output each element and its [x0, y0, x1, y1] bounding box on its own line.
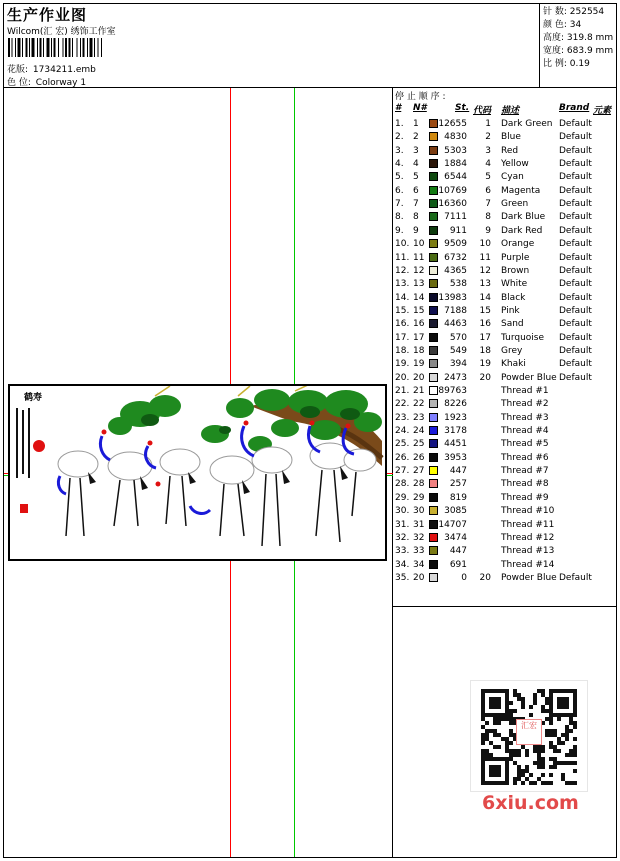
row-description: Thread #3: [501, 412, 549, 423]
color-swatch: [429, 546, 438, 555]
col-header-element: 元素: [593, 106, 612, 116]
row-description: Green: [501, 199, 529, 210]
row-index: 23.: [395, 412, 410, 423]
design-preview-area: [4, 88, 393, 857]
row-index: 2.: [395, 132, 404, 143]
row-index: 7.: [395, 199, 404, 210]
row-number: 12: [413, 265, 425, 276]
row-description: Dark Blue: [501, 212, 546, 223]
table-row: [393, 292, 616, 305]
color-swatch: [429, 399, 438, 408]
row-code: 15: [479, 305, 491, 316]
row-brand: Default: [559, 185, 592, 196]
row-description: Red: [501, 145, 519, 156]
row-number: 19: [413, 359, 425, 370]
table-row: [393, 452, 616, 465]
row-description: Thread #1: [501, 386, 549, 396]
row-code: 12: [479, 265, 491, 276]
row-index: 21.: [395, 386, 410, 396]
row-description: Orange: [501, 239, 535, 250]
row-description: Dark Green: [501, 119, 553, 129]
row-stitches: 4830: [444, 132, 467, 143]
row-stitches: 3085: [444, 506, 467, 517]
table-row: [393, 438, 616, 451]
row-code: 10: [479, 239, 491, 250]
row-brand: Default: [559, 119, 592, 129]
row-number: 9: [413, 225, 419, 236]
row-description: Thread #9: [501, 492, 549, 503]
row-brand: Default: [559, 199, 592, 210]
row-brand: Default: [559, 159, 592, 170]
row-brand: Default: [559, 359, 592, 370]
row-stitches: 1923: [444, 412, 467, 423]
row-index: 33.: [395, 546, 410, 557]
row-brand: Default: [559, 572, 592, 583]
row-stitches: 538: [449, 279, 467, 290]
color-swatch: [429, 333, 438, 342]
row-number: 5: [413, 172, 419, 183]
row-index: 11.: [395, 252, 410, 263]
table-row: [393, 171, 616, 184]
row-description: Brown: [501, 265, 530, 276]
color-swatch: [429, 479, 438, 488]
row-number: 15: [413, 305, 425, 316]
table-row: [393, 572, 616, 585]
table-row: [393, 372, 616, 385]
row-number: 25: [413, 439, 425, 450]
color-swatch: [429, 293, 438, 302]
row-brand: Default: [559, 252, 592, 263]
row-stitches: 691: [449, 559, 467, 570]
row-stitches: 570: [449, 332, 467, 343]
table-row: [393, 332, 616, 345]
row-stitches: 89763: [438, 386, 467, 396]
company-name: Wilcom(汇 宏) 绣饰工作室: [7, 27, 116, 37]
row-code: 4: [485, 159, 491, 170]
row-index: 31.: [395, 519, 410, 530]
row-stitches: 5303: [444, 145, 467, 156]
row-stitches: 549: [449, 345, 467, 356]
color-swatch: [429, 520, 438, 529]
row-code: 13: [479, 279, 491, 290]
row-number: 20: [413, 572, 425, 583]
row-description: Thread #14: [501, 559, 555, 570]
table-row: [393, 318, 616, 331]
row-index: 16.: [395, 319, 410, 330]
color-swatch: [429, 146, 438, 155]
row-number: 32: [413, 532, 425, 543]
row-brand: Default: [559, 145, 592, 156]
calligraphy-title: 鹤寿: [24, 393, 43, 403]
row-number: 3: [413, 145, 419, 156]
row-number: 22: [413, 399, 425, 410]
row-description: Grey: [501, 345, 523, 356]
row-number: 1: [413, 119, 419, 129]
color-swatch: [429, 253, 438, 262]
color-swatch: [429, 306, 438, 315]
design-file-line: [7, 62, 96, 75]
color-swatch: [429, 560, 438, 569]
row-index: 22.: [395, 399, 410, 410]
row-brand: Default: [559, 225, 592, 236]
color-swatch: [429, 266, 438, 275]
stat-value: 319.8 mm: [566, 33, 614, 43]
table-row: [393, 185, 616, 198]
row-code: 11: [479, 252, 491, 263]
row-index: 4.: [395, 159, 404, 170]
row-description: Pink: [501, 305, 520, 316]
color-swatch: [429, 239, 438, 248]
row-stitches: 2473: [444, 372, 467, 383]
colorway-line: [7, 75, 86, 88]
row-stitches: 911: [449, 225, 467, 236]
col-header-stitches: St.: [455, 103, 470, 113]
row-index: 12.: [395, 265, 410, 276]
row-code: 5: [485, 172, 491, 183]
embroidery-design-frame: [8, 384, 387, 561]
table-row: [393, 131, 616, 144]
table-row: [393, 265, 616, 278]
row-code: 16: [479, 319, 491, 330]
table-row: [393, 505, 616, 518]
col-header-description: 描述: [501, 106, 520, 116]
row-description: Thread #12: [501, 532, 555, 543]
qr-stamp: 汇宏: [516, 719, 542, 745]
color-swatch: [429, 159, 438, 168]
table-row: [393, 278, 616, 291]
row-description: Powder Blue: [501, 572, 557, 583]
row-stitches: 819: [449, 492, 467, 503]
row-number: 29: [413, 492, 425, 503]
color-swatch: [429, 119, 438, 128]
color-swatch: [429, 466, 438, 475]
row-stitches: 6732: [444, 252, 467, 263]
row-description: Black: [501, 292, 526, 303]
row-index: 3.: [395, 145, 404, 156]
row-index: 14.: [395, 292, 410, 303]
table-row: [393, 198, 616, 211]
col-header-brand: Brand: [559, 103, 590, 113]
color-swatch: [429, 573, 438, 582]
qr-code: [470, 680, 588, 792]
row-code: 8: [485, 212, 491, 223]
row-number: 4: [413, 159, 419, 170]
row-stitches: 13983: [438, 292, 467, 303]
row-description: Thread #5: [501, 439, 549, 450]
row-stitches: 394: [449, 359, 467, 370]
row-index: 6.: [395, 185, 404, 196]
stat-label: 针 数:: [543, 7, 567, 17]
color-swatch: [429, 453, 438, 462]
row-code: 3: [485, 145, 491, 156]
row-number: 21: [413, 386, 425, 396]
design-stats: [540, 4, 616, 88]
row-stitches: 447: [449, 466, 467, 477]
row-index: 1.: [395, 119, 404, 129]
row-code: 20: [479, 372, 491, 383]
row-stitches: 4463: [444, 319, 467, 330]
row-index: 20.: [395, 372, 410, 383]
table-row: [393, 412, 616, 425]
row-brand: Default: [559, 319, 592, 330]
table-row: [393, 211, 616, 224]
table-row: [393, 118, 616, 131]
row-brand: Default: [559, 239, 592, 250]
color-swatch: [429, 346, 438, 355]
row-index: 30.: [395, 506, 410, 517]
page-title: 生产作业图: [7, 6, 88, 24]
row-index: 17.: [395, 332, 410, 343]
row-code: 18: [479, 345, 491, 356]
row-description: Thread #8: [501, 479, 549, 490]
row-code: 17: [479, 332, 491, 343]
row-description: Thread #13: [501, 546, 555, 557]
stat-value: 0.19: [569, 59, 590, 69]
row-index: 8.: [395, 212, 404, 223]
stat-label: 比 例:: [543, 59, 567, 69]
table-row: [393, 398, 616, 411]
row-index: 9.: [395, 225, 404, 236]
design-file-label: 花版:: [7, 65, 29, 75]
row-description: Thread #10: [501, 506, 555, 517]
table-row: [393, 492, 616, 505]
stat-value: 252554: [569, 7, 605, 17]
row-number: 14: [413, 292, 425, 303]
row-description: Thread #7: [501, 466, 549, 477]
row-number: 31: [413, 519, 425, 530]
row-code: 2: [485, 132, 491, 143]
row-number: 11: [413, 252, 425, 263]
stat-label: 颜 色:: [543, 20, 567, 30]
colorway-value: Colorway 1: [35, 78, 87, 88]
row-stitches: 1884: [444, 159, 467, 170]
row-stitches: 257: [449, 479, 467, 490]
row-stitches: 14707: [438, 519, 467, 530]
row-stitches: 3178: [444, 426, 467, 437]
row-index: 18.: [395, 345, 410, 356]
colorway-label: 色 位:: [7, 78, 31, 88]
row-brand: Default: [559, 292, 592, 303]
row-stitches: 3953: [444, 452, 467, 463]
row-brand: Default: [559, 172, 592, 183]
color-swatch: [429, 279, 438, 288]
row-code: 20: [479, 572, 491, 583]
row-brand: Default: [559, 372, 592, 383]
row-description: Sand: [501, 319, 524, 330]
color-swatch: [429, 199, 438, 208]
color-swatch: [429, 359, 438, 368]
row-stitches: 447: [449, 546, 467, 557]
row-index: 15.: [395, 305, 410, 316]
row-description: Khaki: [501, 359, 526, 370]
color-swatch: [429, 386, 438, 395]
site-logo: 6xiu.com: [482, 792, 579, 814]
row-description: Thread #6: [501, 452, 549, 463]
table-row: [393, 478, 616, 491]
table-row: [393, 345, 616, 358]
row-code: 1: [485, 119, 491, 129]
row-code: 6: [485, 185, 491, 196]
row-stitches: 12655: [438, 119, 467, 129]
row-brand: Default: [559, 332, 592, 343]
row-number: 6: [413, 185, 419, 196]
header-info: [4, 4, 540, 88]
color-swatch: [429, 212, 438, 221]
row-brand: Default: [559, 212, 592, 223]
row-index: 26.: [395, 452, 410, 463]
stop-sequence-panel: [393, 88, 616, 607]
row-index: 35.: [395, 572, 410, 583]
table-row: [393, 225, 616, 238]
stat-width: [543, 45, 616, 58]
row-index: 27.: [395, 466, 410, 477]
row-code: 14: [479, 292, 491, 303]
table-row: [393, 158, 616, 171]
row-brand: Default: [559, 279, 592, 290]
row-number: 23: [413, 412, 425, 423]
color-swatch: [429, 426, 438, 435]
stat-value: 34: [569, 20, 582, 30]
row-index: 10.: [395, 239, 410, 250]
row-index: 32.: [395, 532, 410, 543]
row-code: 7: [485, 199, 491, 210]
row-brand: Default: [559, 265, 592, 276]
row-description: Yellow: [501, 159, 529, 170]
table-row: [393, 305, 616, 318]
row-index: 28.: [395, 479, 410, 490]
color-swatch: [429, 533, 438, 542]
row-stitches: 7111: [444, 212, 467, 223]
table-row: [393, 519, 616, 532]
table-row: [393, 425, 616, 438]
row-number: 18: [413, 345, 425, 356]
row-stitches: 9509: [444, 239, 467, 250]
row-description: White: [501, 279, 528, 290]
stat-colors: [543, 19, 616, 32]
table-row: [393, 238, 616, 251]
row-index: 29.: [395, 492, 410, 503]
color-swatch: [429, 493, 438, 502]
row-index: 13.: [395, 279, 410, 290]
row-number: 27: [413, 466, 425, 477]
row-index: 24.: [395, 426, 410, 437]
row-number: 20: [413, 372, 425, 383]
color-swatch: [429, 186, 438, 195]
row-description: Thread #11: [501, 519, 555, 530]
row-stitches: 8226: [444, 399, 467, 410]
row-code: 9: [485, 225, 491, 236]
table-row: [393, 145, 616, 158]
stat-scale: [543, 58, 616, 71]
row-number: 10: [413, 239, 425, 250]
stop-sequence-title: 停 止 顺 序 :: [395, 92, 446, 102]
row-stitches: 16360: [438, 199, 467, 210]
row-stitches: 0: [461, 572, 467, 583]
stat-value: 683.9 mm: [566, 46, 614, 56]
table-row: [393, 358, 616, 371]
row-number: 8: [413, 212, 419, 223]
row-stitches: 6544: [444, 172, 467, 183]
row-stitches: 7188: [444, 305, 467, 316]
row-number: 16: [413, 319, 425, 330]
stat-label: 宽度:: [543, 46, 565, 56]
table-row: [393, 385, 616, 398]
col-header-index: #: [395, 103, 402, 113]
row-stitches: 3474: [444, 532, 467, 543]
row-code: 19: [479, 359, 491, 370]
row-number: 28: [413, 479, 425, 490]
row-number: 33: [413, 546, 425, 557]
row-number: 7: [413, 199, 419, 210]
col-header-code: 代码: [473, 106, 492, 116]
row-index: 25.: [395, 439, 410, 450]
color-swatch: [429, 413, 438, 422]
row-index: 5.: [395, 172, 404, 183]
table-row: [393, 252, 616, 265]
row-index: 34.: [395, 559, 410, 570]
row-description: Magenta: [501, 185, 541, 196]
row-brand: Default: [559, 305, 592, 316]
color-swatch: [429, 132, 438, 141]
stat-stitches: [543, 6, 616, 19]
row-description: Turquoise: [501, 332, 545, 343]
color-swatch: [429, 172, 438, 181]
row-description: Dark Red: [501, 225, 543, 236]
row-stitches: 4451: [444, 439, 467, 450]
cranes-pine-artwork: [10, 386, 385, 559]
row-stitches: 4365: [444, 265, 467, 276]
table-row: [393, 559, 616, 572]
col-header-number: N#: [413, 103, 427, 113]
color-swatch: [429, 226, 438, 235]
color-swatch: [429, 439, 438, 448]
row-index: 19.: [395, 359, 410, 370]
row-description: Purple: [501, 252, 530, 263]
row-brand: Default: [559, 345, 592, 356]
row-description: Thread #2: [501, 399, 549, 410]
row-description: Thread #4: [501, 426, 549, 437]
production-sheet: [3, 3, 617, 858]
table-row: [393, 532, 616, 545]
row-number: 17: [413, 332, 425, 343]
design-file-value: 1734211.emb: [32, 65, 96, 75]
table-row: [393, 545, 616, 558]
row-brand: Default: [559, 132, 592, 143]
row-description: Cyan: [501, 172, 524, 183]
row-description: Blue: [501, 132, 521, 143]
row-number: 30: [413, 506, 425, 517]
row-number: 34: [413, 559, 425, 570]
table-row: [393, 465, 616, 478]
row-number: 2: [413, 132, 419, 143]
stat-label: 高度:: [543, 33, 565, 43]
row-description: Powder Blue: [501, 372, 557, 383]
stat-height: [543, 32, 616, 45]
row-number: 24: [413, 426, 425, 437]
color-swatch: [429, 373, 438, 382]
color-swatch: [429, 506, 438, 515]
row-number: 13: [413, 279, 425, 290]
color-swatch: [429, 319, 438, 328]
row-number: 26: [413, 452, 425, 463]
row-stitches: 10769: [438, 185, 467, 196]
barcode-icon: [8, 38, 146, 57]
